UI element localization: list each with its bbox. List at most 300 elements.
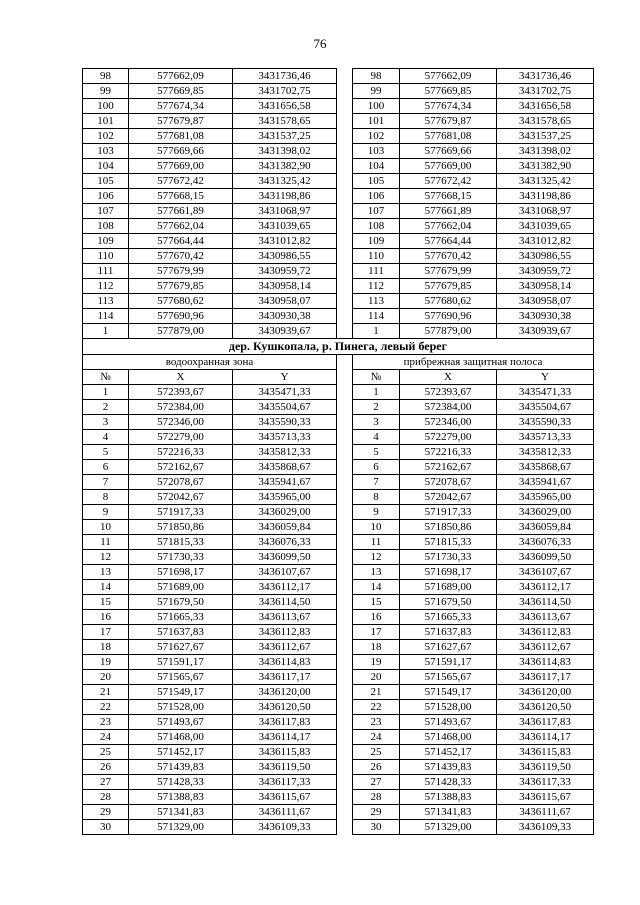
left-x-coordinate: 577672,42: [129, 174, 233, 189]
left-y-coordinate: 3430930,38: [233, 309, 337, 324]
left-point-number: 113: [83, 294, 129, 309]
left-point-number: 100: [83, 99, 129, 114]
left-x-coordinate: 577664,44: [129, 234, 233, 249]
column-gap: [337, 189, 353, 204]
right-x-coordinate: 571468,00: [400, 730, 497, 745]
right-y-coordinate: 3430939,67: [497, 324, 594, 339]
section-title: дер. Кушкопала, р. Пинега, левый берег: [83, 339, 594, 355]
left-x-coordinate: 577662,09: [129, 69, 233, 84]
right-y-coordinate: 3436112,17: [497, 580, 594, 595]
right-y-coordinate: 3431736,46: [497, 69, 594, 84]
column-gap: [337, 505, 353, 520]
right-point-number: 12: [353, 550, 400, 565]
left-y-coordinate: 3436115,83: [233, 745, 337, 760]
right-x-coordinate: 577679,85: [400, 279, 497, 294]
right-y-coordinate: 3431537,25: [497, 129, 594, 144]
table-row: [83, 324, 594, 339]
right-y-coordinate: 3436120,50: [497, 700, 594, 715]
right-y-coordinate: 3431702,75: [497, 84, 594, 99]
right-point-number: 25: [353, 745, 400, 760]
right-point-number: 1: [353, 385, 400, 400]
right-y-coordinate: 3431382,90: [497, 159, 594, 174]
right-x-coordinate: 577674,34: [400, 99, 497, 114]
left-y-coordinate: 3431012,82: [233, 234, 337, 249]
right-x-coordinate: 572279,00: [400, 430, 497, 445]
left-point-number: 107: [83, 204, 129, 219]
left-x-coordinate: 571730,33: [129, 550, 233, 565]
column-gap: [337, 385, 353, 400]
left-point-number: 101: [83, 114, 129, 129]
right-point-number: 108: [353, 219, 400, 234]
left-y-coordinate: 3436059,84: [233, 520, 337, 535]
right-point-number: 16: [353, 610, 400, 625]
table-row: [83, 415, 594, 430]
right-y-coordinate: 3430930,38: [497, 309, 594, 324]
left-point-number: 3: [83, 415, 129, 430]
table-row: [83, 760, 594, 775]
left-x-coordinate: 571388,83: [129, 790, 233, 805]
left-y-coordinate: 3435590,33: [233, 415, 337, 430]
left-x-coordinate: 571493,67: [129, 715, 233, 730]
table-row: [83, 610, 594, 625]
right-x-coordinate: 577662,09: [400, 69, 497, 84]
right-x-coordinate: 571637,83: [400, 625, 497, 640]
right-y-coordinate: 3435941,67: [497, 475, 594, 490]
column-gap: [337, 159, 353, 174]
left-header-num: №: [83, 370, 129, 385]
left-y-coordinate: 3431325,42: [233, 174, 337, 189]
left-x-coordinate: 571627,67: [129, 640, 233, 655]
left-y-coordinate: 3430986,55: [233, 249, 337, 264]
column-gap: [337, 129, 353, 144]
zone-title-row: [83, 355, 594, 370]
right-y-coordinate: 3436113,67: [497, 610, 594, 625]
right-point-number: 14: [353, 580, 400, 595]
left-y-coordinate: 3436117,33: [233, 775, 337, 790]
left-y-coordinate: 3436114,50: [233, 595, 337, 610]
right-y-coordinate: 3431578,65: [497, 114, 594, 129]
right-y-coordinate: 3435965,00: [497, 490, 594, 505]
left-point-number: 21: [83, 685, 129, 700]
column-gap: [337, 775, 353, 790]
left-point-number: 106: [83, 189, 129, 204]
table-row: [83, 595, 594, 610]
column-gap: [337, 760, 353, 775]
left-y-coordinate: 3430959,72: [233, 264, 337, 279]
right-x-coordinate: 577679,87: [400, 114, 497, 129]
column-gap: [337, 595, 353, 610]
left-x-coordinate: 571815,33: [129, 535, 233, 550]
table-row: [83, 520, 594, 535]
left-point-number: 13: [83, 565, 129, 580]
right-x-coordinate: 571917,33: [400, 505, 497, 520]
left-y-coordinate: 3431382,90: [233, 159, 337, 174]
left-x-coordinate: 577681,08: [129, 129, 233, 144]
right-point-number: 7: [353, 475, 400, 490]
right-header-x: X: [400, 370, 497, 385]
right-header-y: Y: [497, 370, 594, 385]
right-y-coordinate: 3431198,86: [497, 189, 594, 204]
left-point-number: 29: [83, 805, 129, 820]
left-y-coordinate: 3436111,67: [233, 805, 337, 820]
right-point-number: 26: [353, 760, 400, 775]
table-row: [83, 550, 594, 565]
right-y-coordinate: 3436029,00: [497, 505, 594, 520]
right-y-coordinate: 3436109,33: [497, 820, 594, 835]
column-gap: [337, 670, 353, 685]
right-x-coordinate: 571549,17: [400, 685, 497, 700]
right-y-coordinate: 3436114,17: [497, 730, 594, 745]
column-gap: [337, 805, 353, 820]
column-gap: [337, 219, 353, 234]
left-point-number: 12: [83, 550, 129, 565]
left-point-number: 114: [83, 309, 129, 324]
left-point-number: 1: [83, 385, 129, 400]
left-point-number: 19: [83, 655, 129, 670]
right-point-number: 23: [353, 715, 400, 730]
table-row: [83, 790, 594, 805]
left-point-number: 11: [83, 535, 129, 550]
left-y-coordinate: 3436099,50: [233, 550, 337, 565]
right-y-coordinate: 3436107,67: [497, 565, 594, 580]
column-gap: [337, 565, 353, 580]
table-row: [83, 385, 594, 400]
table-row: [83, 580, 594, 595]
right-point-number: 105: [353, 174, 400, 189]
right-point-number: 104: [353, 159, 400, 174]
left-point-number: 4: [83, 430, 129, 445]
left-point-number: 30: [83, 820, 129, 835]
right-point-number: 2: [353, 400, 400, 415]
right-x-coordinate: 571850,86: [400, 520, 497, 535]
right-y-coordinate: 3430958,07: [497, 294, 594, 309]
right-x-coordinate: 577879,00: [400, 324, 497, 339]
column-gap: [337, 324, 353, 339]
column-gap: [337, 370, 353, 385]
table-row: [83, 820, 594, 835]
right-point-number: 4: [353, 430, 400, 445]
right-point-number: 9: [353, 505, 400, 520]
right-point-number: 99: [353, 84, 400, 99]
right-y-coordinate: 3436115,83: [497, 745, 594, 760]
table-row: [83, 715, 594, 730]
left-x-coordinate: 571452,17: [129, 745, 233, 760]
table-row: [83, 655, 594, 670]
right-point-number: 20: [353, 670, 400, 685]
column-gap: [337, 610, 353, 625]
left-y-coordinate: 3431537,25: [233, 129, 337, 144]
right-x-coordinate: 571428,33: [400, 775, 497, 790]
right-x-coordinate: 577668,15: [400, 189, 497, 204]
column-gap: [337, 640, 353, 655]
left-y-coordinate: 3436120,00: [233, 685, 337, 700]
column-gap: [337, 355, 353, 370]
right-point-number: 5: [353, 445, 400, 460]
left-y-coordinate: 3431702,75: [233, 84, 337, 99]
left-point-number: 104: [83, 159, 129, 174]
right-x-coordinate: 577670,42: [400, 249, 497, 264]
right-point-number: 107: [353, 204, 400, 219]
table-row: [83, 309, 594, 324]
right-x-coordinate: 571627,67: [400, 640, 497, 655]
table-row: [83, 400, 594, 415]
left-x-coordinate: 572384,00: [129, 400, 233, 415]
right-x-coordinate: 572393,67: [400, 385, 497, 400]
left-x-coordinate: 577669,85: [129, 84, 233, 99]
right-y-coordinate: 3436117,33: [497, 775, 594, 790]
column-gap: [337, 279, 353, 294]
left-x-coordinate: 571679,50: [129, 595, 233, 610]
left-y-coordinate: 3431656,58: [233, 99, 337, 114]
right-x-coordinate: 571388,83: [400, 790, 497, 805]
left-x-coordinate: 577661,89: [129, 204, 233, 219]
table-row: [83, 625, 594, 640]
right-point-number: 114: [353, 309, 400, 324]
left-y-coordinate: 3431398,02: [233, 144, 337, 159]
column-gap: [337, 174, 353, 189]
left-x-coordinate: 572078,67: [129, 475, 233, 490]
column-gap: [337, 294, 353, 309]
right-point-number: 30: [353, 820, 400, 835]
right-y-coordinate: 3435504,67: [497, 400, 594, 415]
table-row: [83, 700, 594, 715]
column-gap: [337, 655, 353, 670]
left-y-coordinate: 3435965,00: [233, 490, 337, 505]
left-point-number: 2: [83, 400, 129, 415]
left-x-coordinate: 572042,67: [129, 490, 233, 505]
left-point-number: 27: [83, 775, 129, 790]
right-point-number: 18: [353, 640, 400, 655]
right-y-coordinate: 3436114,83: [497, 655, 594, 670]
left-x-coordinate: 577674,34: [129, 99, 233, 114]
table-row: [83, 430, 594, 445]
column-gap: [337, 415, 353, 430]
right-point-number: 19: [353, 655, 400, 670]
table-row: [83, 84, 594, 99]
left-x-coordinate: 577668,15: [129, 189, 233, 204]
left-x-coordinate: 577690,96: [129, 309, 233, 324]
table-row: [83, 204, 594, 219]
right-point-number: 102: [353, 129, 400, 144]
left-x-coordinate: 571637,83: [129, 625, 233, 640]
right-y-coordinate: 3436111,67: [497, 805, 594, 820]
right-y-coordinate: 3431039,65: [497, 219, 594, 234]
right-header-num: №: [353, 370, 400, 385]
right-x-coordinate: 577672,42: [400, 174, 497, 189]
right-y-coordinate: 3431325,42: [497, 174, 594, 189]
left-x-coordinate: 577679,85: [129, 279, 233, 294]
right-point-number: 11: [353, 535, 400, 550]
left-point-number: 10: [83, 520, 129, 535]
left-header-x: X: [129, 370, 233, 385]
right-y-coordinate: 3436115,67: [497, 790, 594, 805]
right-point-number: 21: [353, 685, 400, 700]
right-x-coordinate: 577669,66: [400, 144, 497, 159]
right-x-coordinate: 571565,67: [400, 670, 497, 685]
table-row: [83, 294, 594, 309]
left-point-number: 7: [83, 475, 129, 490]
left-y-coordinate: 3436114,83: [233, 655, 337, 670]
right-x-coordinate: 577669,00: [400, 159, 497, 174]
right-x-coordinate: 571439,83: [400, 760, 497, 775]
right-point-number: 15: [353, 595, 400, 610]
left-y-coordinate: 3436117,83: [233, 715, 337, 730]
left-point-number: 26: [83, 760, 129, 775]
right-point-number: 22: [353, 700, 400, 715]
left-y-coordinate: 3436107,67: [233, 565, 337, 580]
right-point-number: 103: [353, 144, 400, 159]
left-y-coordinate: 3436112,83: [233, 625, 337, 640]
left-point-number: 108: [83, 219, 129, 234]
right-point-number: 113: [353, 294, 400, 309]
column-gap: [337, 309, 353, 324]
left-y-coordinate: 3436113,67: [233, 610, 337, 625]
column-gap: [337, 475, 353, 490]
left-x-coordinate: 571528,00: [129, 700, 233, 715]
left-y-coordinate: 3436076,33: [233, 535, 337, 550]
left-x-coordinate: 571549,17: [129, 685, 233, 700]
column-gap: [337, 790, 353, 805]
table-row: [83, 174, 594, 189]
right-x-coordinate: 571815,33: [400, 535, 497, 550]
left-x-coordinate: 577680,62: [129, 294, 233, 309]
left-header-y: Y: [233, 370, 337, 385]
column-gap: [337, 625, 353, 640]
table-row: [83, 565, 594, 580]
right-x-coordinate: 577661,89: [400, 204, 497, 219]
right-x-coordinate: 577662,04: [400, 219, 497, 234]
left-y-coordinate: 3435868,67: [233, 460, 337, 475]
left-x-coordinate: 571850,86: [129, 520, 233, 535]
right-x-coordinate: 571329,00: [400, 820, 497, 835]
left-y-coordinate: 3436115,67: [233, 790, 337, 805]
left-y-coordinate: 3435504,67: [233, 400, 337, 415]
right-x-coordinate: 571689,00: [400, 580, 497, 595]
right-point-number: 109: [353, 234, 400, 249]
column-gap: [337, 700, 353, 715]
left-x-coordinate: 577679,87: [129, 114, 233, 129]
table-row: [83, 475, 594, 490]
left-point-number: 17: [83, 625, 129, 640]
left-x-coordinate: 571439,83: [129, 760, 233, 775]
right-x-coordinate: 571665,33: [400, 610, 497, 625]
column-gap: [337, 234, 353, 249]
table-row: [83, 730, 594, 745]
right-y-coordinate: 3436059,84: [497, 520, 594, 535]
left-x-coordinate: 571698,17: [129, 565, 233, 580]
left-x-coordinate: 572216,33: [129, 445, 233, 460]
table-row: [83, 640, 594, 655]
column-gap: [337, 520, 353, 535]
right-point-number: 112: [353, 279, 400, 294]
right-y-coordinate: 3436119,50: [497, 760, 594, 775]
right-y-coordinate: 3436076,33: [497, 535, 594, 550]
right-x-coordinate: 571452,17: [400, 745, 497, 760]
column-header-row: [83, 370, 594, 385]
left-y-coordinate: 3430958,14: [233, 279, 337, 294]
right-x-coordinate: 572078,67: [400, 475, 497, 490]
right-point-number: 27: [353, 775, 400, 790]
right-x-coordinate: 571493,67: [400, 715, 497, 730]
left-point-number: 15: [83, 595, 129, 610]
right-point-number: 3: [353, 415, 400, 430]
column-gap: [337, 715, 353, 730]
right-x-coordinate: 572042,67: [400, 490, 497, 505]
table-row: [83, 99, 594, 114]
left-y-coordinate: 3430939,67: [233, 324, 337, 339]
table-row: [83, 234, 594, 249]
table-row: [83, 69, 594, 84]
left-y-coordinate: 3436112,67: [233, 640, 337, 655]
table-row: [83, 189, 594, 204]
right-y-coordinate: 3431012,82: [497, 234, 594, 249]
left-point-number: 25: [83, 745, 129, 760]
right-x-coordinate: 571341,83: [400, 805, 497, 820]
left-y-coordinate: 3431068,97: [233, 204, 337, 219]
column-gap: [337, 99, 353, 114]
left-y-coordinate: 3436114,17: [233, 730, 337, 745]
right-point-number: 13: [353, 565, 400, 580]
coordinates-table: [82, 68, 594, 835]
right-point-number: 111: [353, 264, 400, 279]
table-row: [83, 505, 594, 520]
right-point-number: 10: [353, 520, 400, 535]
left-point-number: 102: [83, 129, 129, 144]
column-gap: [337, 249, 353, 264]
left-point-number: 109: [83, 234, 129, 249]
left-point-number: 111: [83, 264, 129, 279]
left-x-coordinate: 571917,33: [129, 505, 233, 520]
right-point-number: 28: [353, 790, 400, 805]
right-y-coordinate: 3436117,83: [497, 715, 594, 730]
right-y-coordinate: 3430959,72: [497, 264, 594, 279]
left-x-coordinate: 571689,00: [129, 580, 233, 595]
left-point-number: 5: [83, 445, 129, 460]
right-point-number: 24: [353, 730, 400, 745]
left-zone-title: водоохранная зона: [83, 355, 337, 370]
table-row: [83, 264, 594, 279]
table-row: [83, 249, 594, 264]
right-y-coordinate: 3430986,55: [497, 249, 594, 264]
right-point-number: 8: [353, 490, 400, 505]
right-y-coordinate: 3436112,83: [497, 625, 594, 640]
left-y-coordinate: 3435812,33: [233, 445, 337, 460]
left-y-coordinate: 3431039,65: [233, 219, 337, 234]
right-zone-title: прибрежная защитная полоса: [353, 355, 594, 370]
column-gap: [337, 400, 353, 415]
left-x-coordinate: 577879,00: [129, 324, 233, 339]
table-row: [83, 775, 594, 790]
left-x-coordinate: 571565,67: [129, 670, 233, 685]
left-point-number: 1: [83, 324, 129, 339]
column-gap: [337, 460, 353, 475]
left-y-coordinate: 3431736,46: [233, 69, 337, 84]
right-x-coordinate: 577690,96: [400, 309, 497, 324]
left-y-coordinate: 3436029,00: [233, 505, 337, 520]
page-number: 76: [313, 36, 327, 51]
column-gap: [337, 84, 353, 99]
left-y-coordinate: 3430958,07: [233, 294, 337, 309]
left-x-coordinate: 577679,99: [129, 264, 233, 279]
left-point-number: 112: [83, 279, 129, 294]
column-gap: [337, 820, 353, 835]
left-point-number: 16: [83, 610, 129, 625]
left-y-coordinate: 3435471,33: [233, 385, 337, 400]
table-row: [83, 219, 594, 234]
section-header: [83, 339, 594, 385]
left-x-coordinate: 577662,04: [129, 219, 233, 234]
column-gap: [337, 204, 353, 219]
